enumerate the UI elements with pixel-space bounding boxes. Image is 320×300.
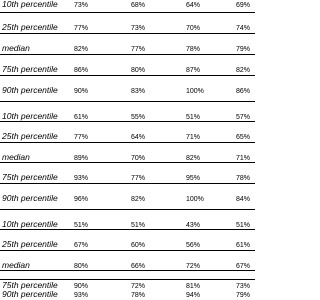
value-cell: 73% [131,25,146,32]
value-cell: 43% [186,222,201,229]
table-row [0,250,255,271]
value-cell: 56% [186,242,201,249]
value-cell: 86% [236,88,251,95]
value-cell: 70% [131,155,146,162]
row-label: 10th percentile [2,219,58,229]
row-label: 90th percentile [2,85,58,95]
row-label: 75th percentile [2,64,58,74]
row-label: 90th percentile [2,193,58,203]
row-label: 25th percentile [2,239,58,249]
value-cell: 77% [131,46,146,53]
value-cell: 82% [74,46,89,53]
value-cell: 71% [186,134,201,141]
table-row [0,229,255,250]
value-cell: 67% [236,263,251,270]
value-cell: 77% [74,25,89,32]
value-cell: 77% [74,134,89,141]
value-cell: 86% [74,67,89,74]
value-cell: 80% [74,263,89,270]
value-cell: 100% [186,196,204,203]
value-cell: 89% [74,155,89,162]
table-row [0,121,255,142]
table-row [0,183,255,204]
value-cell: 72% [186,263,201,270]
value-cell: 96% [74,196,89,203]
value-cell: 78% [236,175,251,182]
value-cell: 74% [236,25,251,32]
row-label: median [2,260,30,270]
value-cell: 73% [236,283,251,290]
row-label: median [2,152,30,162]
table-row [0,75,255,96]
value-cell: 68% [131,2,146,9]
value-cell: 93% [74,175,89,182]
value-cell: 90% [74,283,89,290]
row-label: 10th percentile [2,111,58,121]
value-cell: 87% [186,67,201,74]
table-row [0,279,255,300]
value-cell: 51% [131,222,146,229]
value-cell: 90% [74,88,89,95]
value-cell: 69% [236,2,251,9]
value-cell: 79% [236,46,251,53]
value-cell: 73% [74,2,89,9]
row-label: 10th percentile [2,0,58,9]
value-cell: 70% [186,25,201,32]
value-cell: 78% [131,292,146,299]
row-label: 75th percentile [2,280,58,290]
value-cell: 60% [131,242,146,249]
value-cell: 80% [131,67,146,74]
table-row [0,0,255,10]
value-cell: 81% [186,283,201,290]
row-label: 25th percentile [2,131,58,141]
row-label: 25th percentile [2,22,58,32]
row-label: median [2,43,30,53]
value-cell: 65% [236,134,251,141]
row-label: 75th percentile [2,172,58,182]
value-cell: 55% [131,114,146,121]
value-cell: 72% [131,283,146,290]
value-cell: 93% [74,292,89,299]
value-cell: 83% [131,88,146,95]
value-cell: 77% [131,175,146,182]
value-cell: 66% [131,263,146,270]
value-cell: 64% [186,2,201,9]
table-row [0,12,255,33]
value-cell: 61% [236,242,251,249]
table-row [0,101,255,122]
value-cell: 100% [186,88,204,95]
value-cell: 51% [74,222,89,229]
value-cell: 79% [236,292,251,299]
value-cell: 67% [74,242,89,249]
table-row [0,54,255,75]
value-cell: 57% [236,114,251,121]
value-cell: 84% [236,196,251,203]
table-row [0,142,255,163]
value-cell: 51% [186,114,201,121]
value-cell: 94% [186,292,201,299]
value-cell: 71% [236,155,251,162]
value-cell: 95% [186,175,201,182]
table-row [0,209,255,230]
value-cell: 82% [236,67,251,74]
row-label: 90th percentile [2,289,58,299]
table-row [0,162,255,183]
value-cell: 82% [131,196,146,203]
value-cell: 82% [186,155,201,162]
table-row [0,33,255,54]
value-cell: 78% [186,46,201,53]
value-cell: 61% [74,114,89,121]
value-cell: 51% [236,222,251,229]
value-cell: 64% [131,134,146,141]
